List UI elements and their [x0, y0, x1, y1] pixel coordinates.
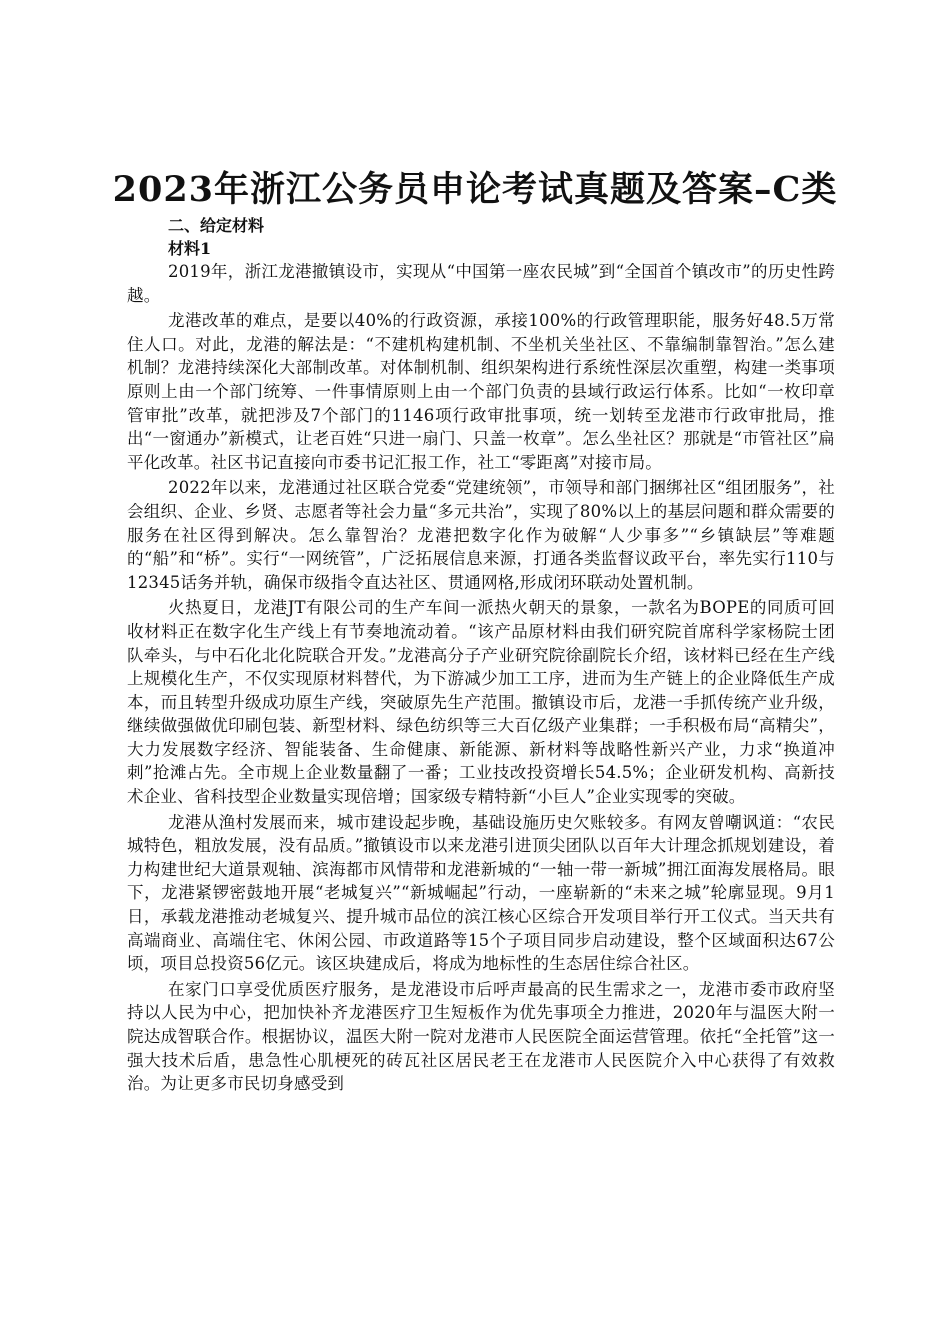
paragraph: 2019年，浙江龙港撤镇设市，实现从“中国第一座农民城”到“全国首个镇改市”的历史性跨越。	[127, 262, 835, 305]
paragraph: 龙港改革的难点，是要以40%的行政资源，承接100%的行政管理职能，服务好48.5万常住人口。对此，龙港的解法是：“不建机构建机制、不坐机关坐社区、不靠编制靠智治。”怎么建机制？龙港持续深化大部制改革。对体制机制、组织架构进行系统性深层次重塑，构建一类事项原则上由一个部门统筹、一件事情原则上由一个部门负责的县域行政运行体系。比如“一枚印章管审批”改革，就把涉及7个部门的1146项行政审批事项，统一划转至龙港市行政审批局，推出“一窗通办”新模式，让老百姓“只进一扇门、只盖一枚章”。怎么坐社区？那就是“市管社区”扁平化改革。社区书记直接向市委书记汇报工作，社工“零距离”对接市局。	[127, 311, 835, 472]
paragraph: 2022年以来，龙港通过社区联合党委“党建统领”，市领导和部门捆绑社区“组团服务”，社会组织、企业、乡贤、志愿者等社会力量“多元共治”，实现了80%以上的基层问题和群众需要的服务在社区得到解决。怎么靠智治？龙港把数字化作为破解“人少事多”“乡镇缺层”等难题的“船”和“桥”。实行“一网统管”，广泛拓展信息来源，打通各类监督议政平台，率先实行110与12345话务并轨，确保市级指令直达社区、贯通网格,形成闭环联动处置机制。	[127, 478, 835, 592]
document-title: 2023年浙江公务员申论考试真题及答案–C类	[112, 169, 838, 210]
material-body	[127, 260, 835, 1098]
paragraph: 在家门口享受优质医疗服务，是龙港设市后呼声最高的民生需求之一，龙港市委市政府坚持以人民为中心，把加快补齐龙港医疗卫生短板作为优先事项全力推进，2020年与温医大附一院达成智联合作。根据协议，温医大附一院对龙港市人民医院全面运营管理。依托“全托管”这一强大技术后盾，患急性心肌梗死的砖瓦社区居民老王在龙港市人民医院介入中心获得了有效救治。为让更多市民切身感受到	[127, 979, 835, 1094]
section-heading: 二、给定材料	[168, 216, 265, 235]
paragraph: 龙港从渔村发展而来，城市建设起步晚，基础设施历史欠账较多。有网友曾嘲讽道：“农民城特色，粗放发展，没有品质。”撤镇设市以来龙港引进顶尖团队以百年大计理念抓规划建设，着力构建世纪大道景观轴、滨海都市风情带和龙港新城的“一轴一带一新城”拥江面海发展格局。眼下，龙港紧锣密鼓地开展“老城复兴”“新城崛起”行动，一座崭新的“未来之城”轮廓显现。9月1日，承载龙港推动老城复兴、提升城市品位的滨江核心区综合开发项目举行开工仪式。当天共有高端商业、高端住宅、休闲公园、市政道路等15个子项目同步启动建设，整个区域面积达67公顷，项目总投资56亿元。该区块建成后，将成为地标性的生态居住综合社区。	[127, 812, 835, 974]
material-heading: 材料1	[168, 239, 212, 258]
paragraph: 火热夏日，龙港JT有限公司的生产车间一派热火朝天的景象，一款名为BOPE的同质可回收材料正在数字化生产线上有节奏地流动着。“该产品原材料由我们研究院首席科学家杨院士团队牵头，与中石化北化院联合开发。”龙港高分子产业研究院徐副院长介绍，该材料已经在生产线上规模化生产，不仅实现原材料替代，为下游减少加工工序，进而为生产链上的企业降低生产成本，而且转型升级成功原生产线，突破原先生产范围。撤镇设市后，龙港一手抓传统产业升级，继续做强做优印刷包装、新型材料、绿色纺织等三大百亿级产业集群；一手积极布局“高精尖”，大力发展数字经济、智能装备、生命健康、新能源、新材料等战略性新兴产业，力求“换道冲刺”抢滩占先。全市规上企业数量翻了一番；工业技改投资增长54.5%；企业研发机构、高新技术企业、省科技型企业数量实现倍增；国家级专精特新“小巨人”企业实现零的突破。	[127, 598, 835, 807]
